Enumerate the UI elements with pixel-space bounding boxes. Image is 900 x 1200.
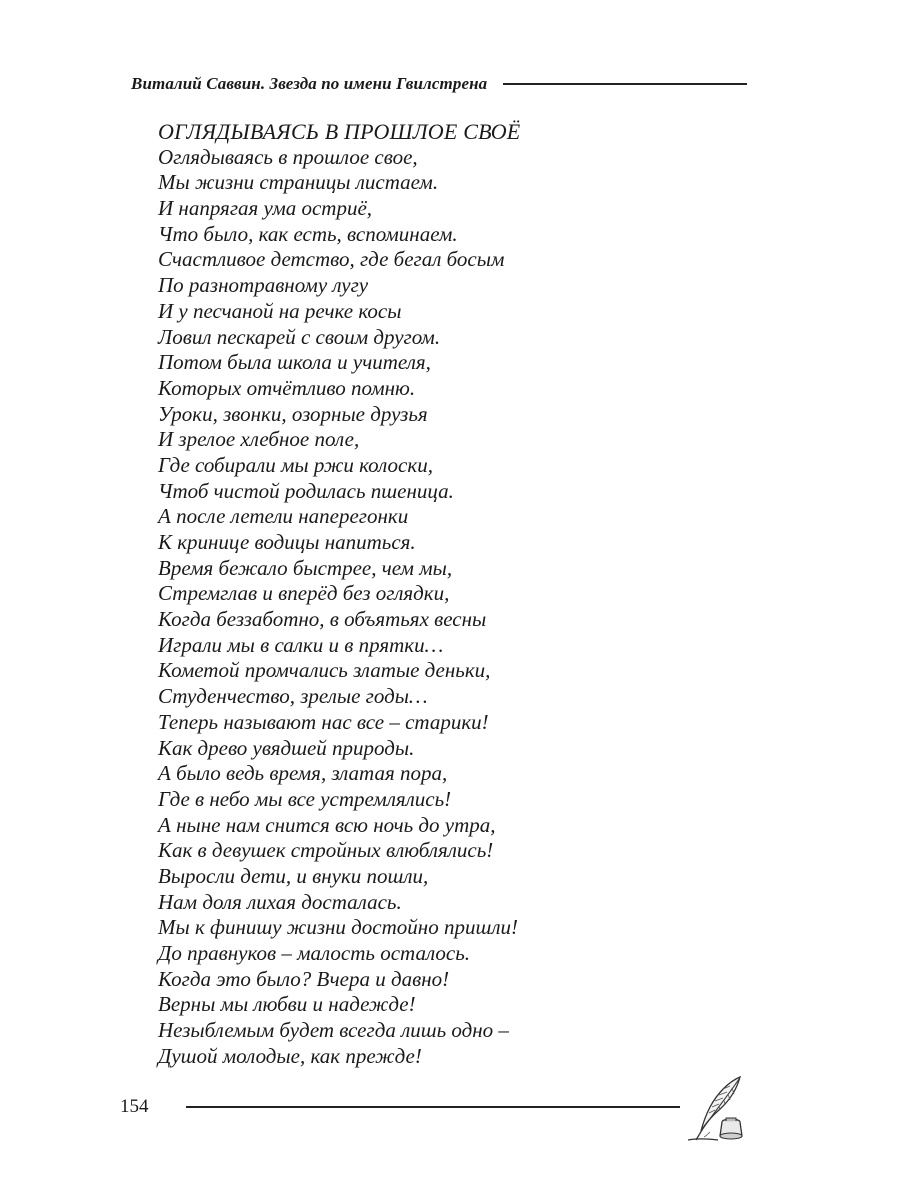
poem-line: Играли мы в салки и в прятки… (158, 632, 444, 657)
poem-line: А ныне нам снится всю ночь до утра, (158, 812, 496, 837)
poem-line: Время бежало быстрее, чем мы, (158, 555, 453, 580)
header-rule (503, 83, 747, 85)
poem-line: До правнуков – малость осталось. (158, 941, 470, 965)
poem-line: Потом была школа и учителя, (158, 350, 431, 375)
poem-line: И зрелое хлебное поле, (158, 427, 360, 452)
footer-rule (186, 1106, 680, 1108)
poem-line: Кометой промчались златые деньки, (158, 658, 491, 683)
page-footer (120, 1090, 680, 1124)
poem-line: А было ведь время, златая пора, (158, 761, 448, 786)
running-header-title: Виталий Саввин. Звезда по имени Гвилстрена (131, 74, 488, 93)
poem-line: Мы жизни страницы листаем. (158, 170, 439, 195)
poem-line: Душой молодые, как прежде! (158, 1043, 422, 1068)
poem-line: Чтоб чистой родилась пшеница. (158, 478, 454, 503)
poem-line: Где собирали мы ржи колоски, (158, 452, 433, 477)
poem-lines (158, 145, 758, 1070)
poem-line: Как в девушек стройных влюблялись! (158, 838, 494, 863)
poem-title: ОГЛЯДЫВАЯСЬ В ПРОШЛОЕ СВОЁ (158, 119, 521, 144)
poem-line: И у песчаной на речке косы (158, 298, 402, 323)
poem-line: Незыблемым будет всегда лишь одно – (158, 1018, 509, 1043)
running-header (131, 71, 747, 97)
poem-line: Которых отчётливо помню. (158, 375, 416, 400)
poem-line: И напрягая ума остриё, (158, 196, 373, 221)
poem-line: Нам доля лихая досталась. (158, 889, 402, 914)
poem-line: Ловил пескарей с своим другом. (158, 324, 441, 349)
poem-line: Когда беззаботно, в объятьях весны (158, 607, 487, 632)
poem-line: Верны мы любви и надежде! (158, 992, 416, 1017)
poem-line: Как древо увядшей природы. (158, 735, 415, 760)
poem-line: Стремглав и вперёд без оглядки, (158, 581, 450, 606)
poem-line: Теперь называют нас все – старики! (158, 709, 489, 734)
poem-line: Где в небо мы все устремлялись! (158, 786, 452, 811)
page-number: 154 (120, 1096, 149, 1117)
poem-line: Оглядываясь в прошлое свое, (158, 144, 418, 169)
quill-and-inkwell-icon (684, 1074, 754, 1142)
poem-line: Счастливое детство, где бегал босым (158, 247, 505, 272)
poem-line: А после летели наперегонки (158, 504, 409, 529)
poem-line: Когда это было? Вчера и давно! (158, 966, 450, 991)
poem-line: По разнотравному лугу (158, 273, 369, 298)
poem-line: Что было, как есть, вспоминаем. (158, 221, 458, 246)
poem-line: Уроки, звонки, озорные друзья (158, 401, 428, 426)
poem (158, 119, 758, 1069)
poem-line: Мы к финишу жизни достойно пришли! (158, 915, 518, 940)
poem-line: К кринице водицы напиться. (158, 530, 416, 554)
poem-line: Выросли дети, и внуки пошли, (158, 863, 429, 888)
poem-line: Студенчество, зрелые годы… (158, 684, 428, 709)
